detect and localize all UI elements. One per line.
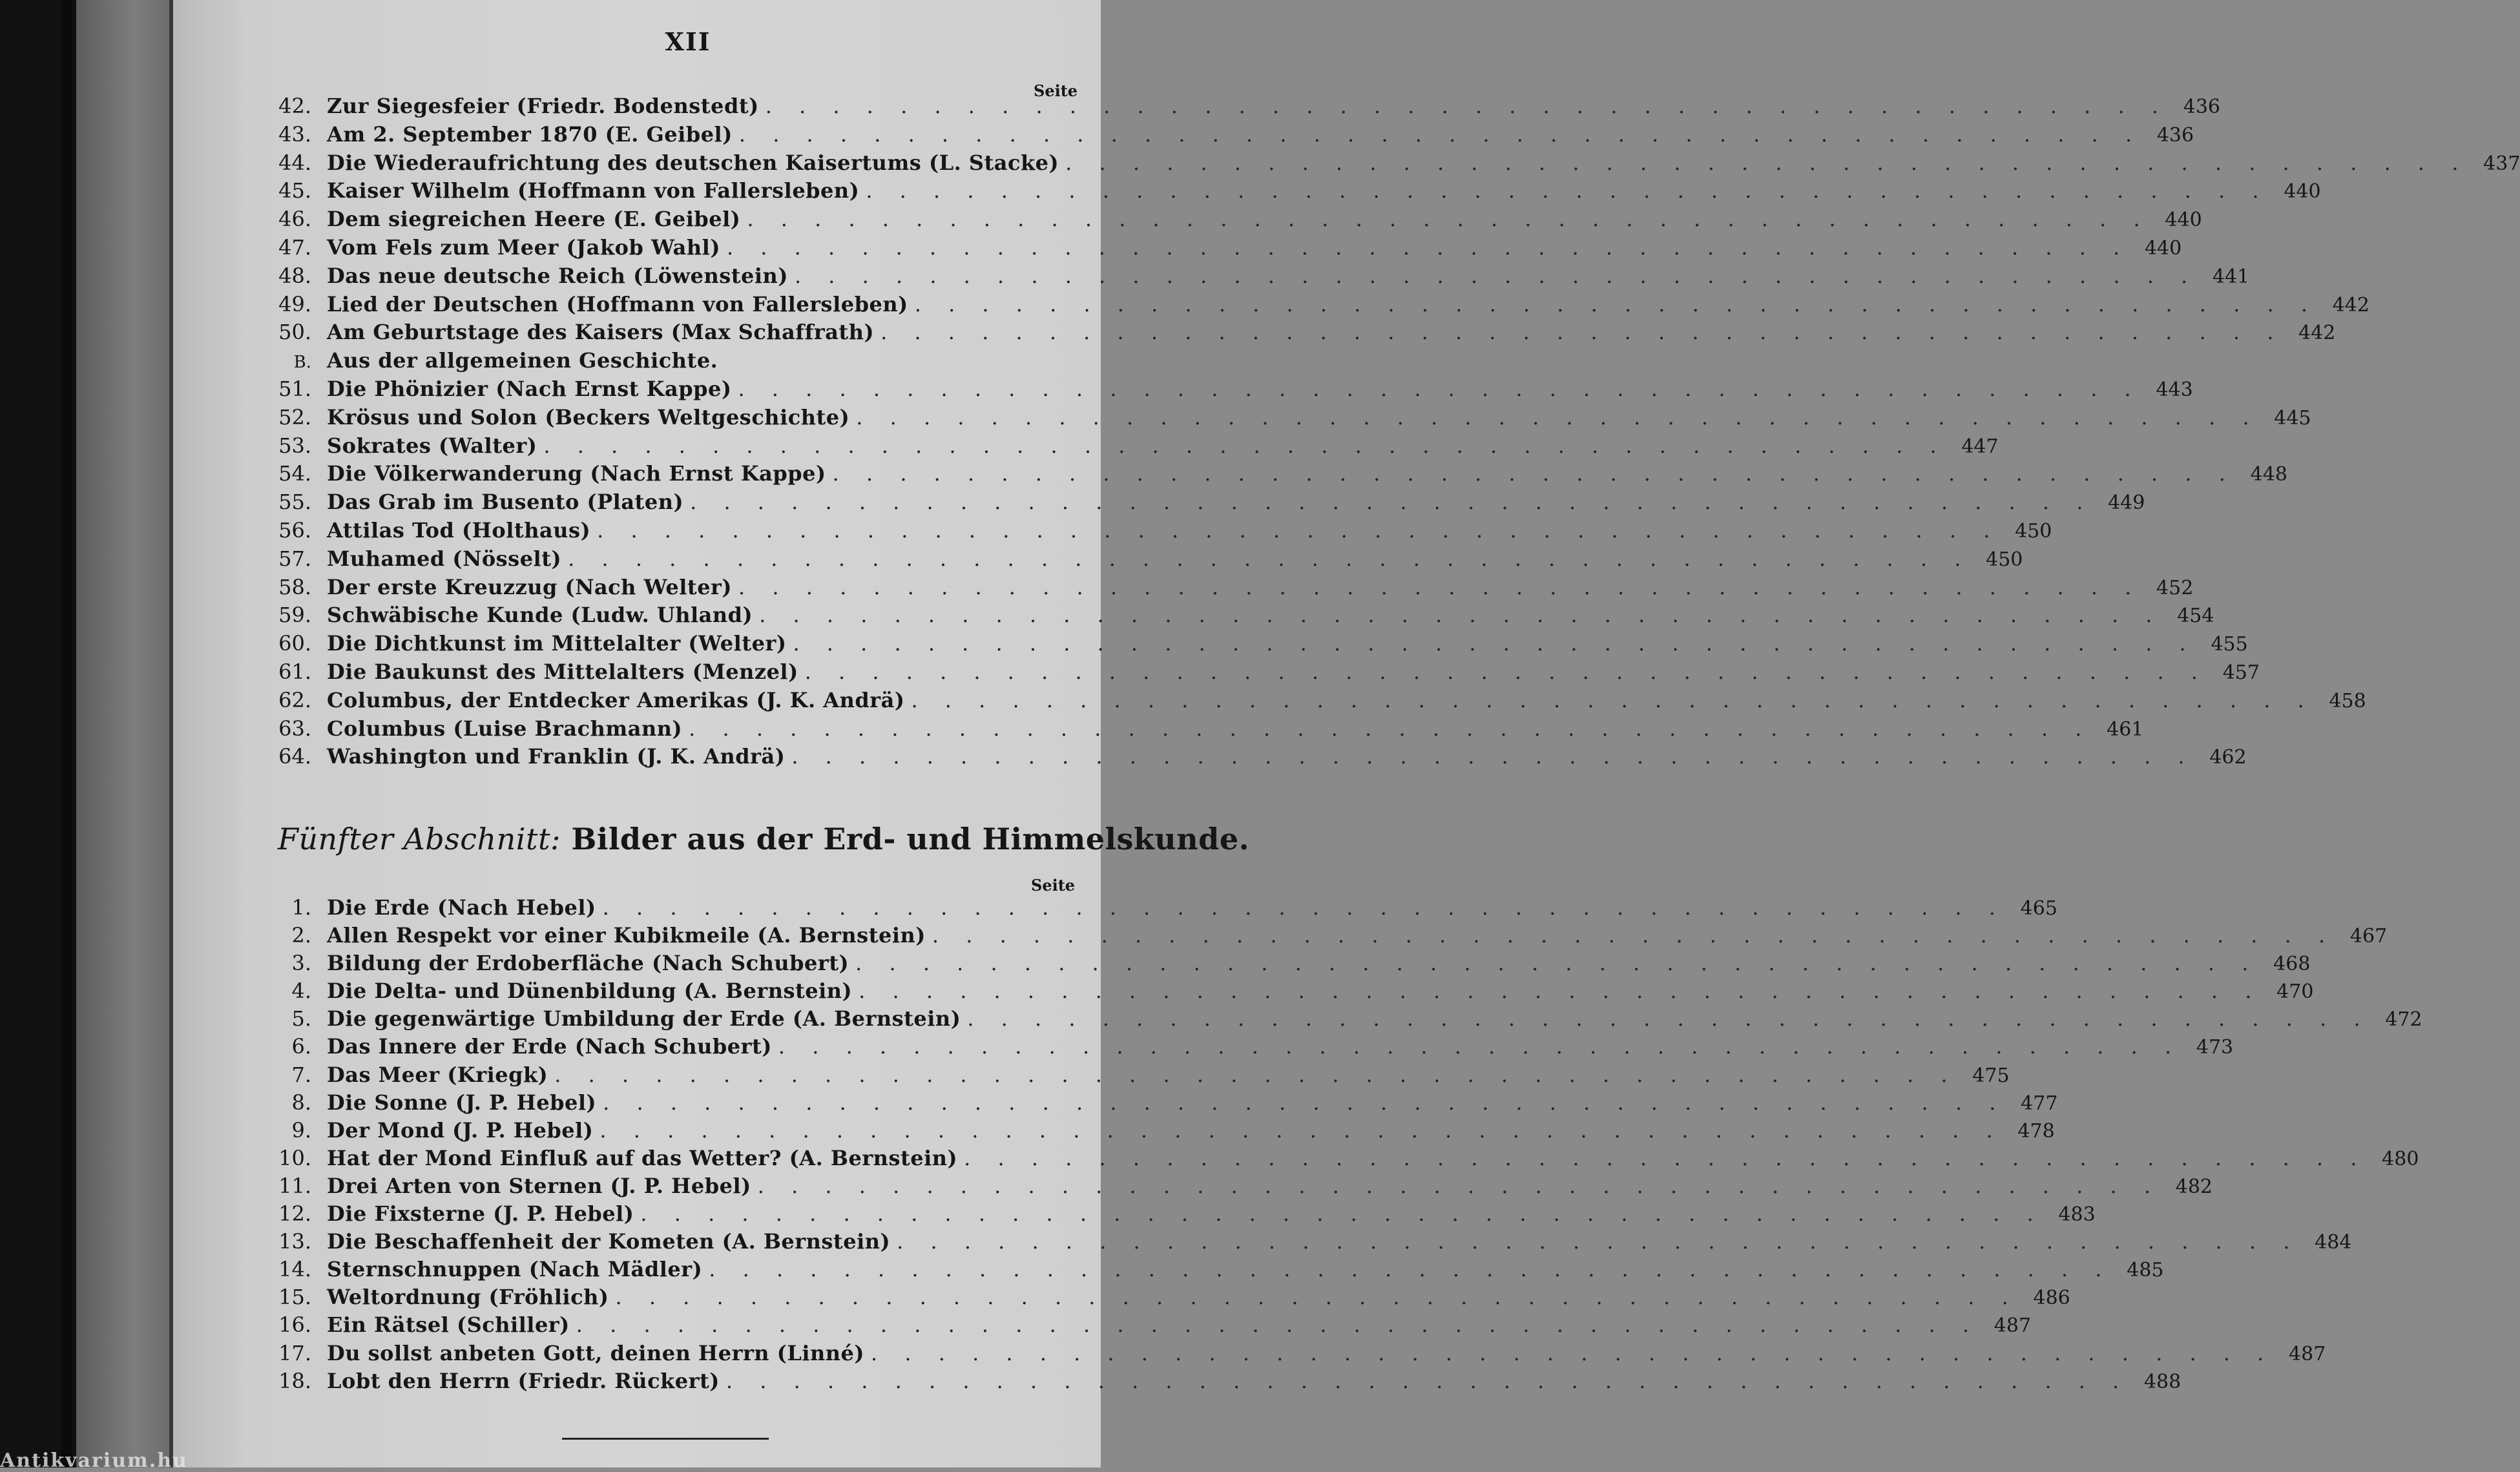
- toc-leader-dots: [590, 517, 2000, 545]
- toc-entry-title: Hat der Mond Einfluß auf das Wetter? (A. Bernstein): [327, 1145, 958, 1170]
- toc-entry-number: 9.: [291, 1117, 311, 1143]
- section-heading-lead: Fünfter Abschnitt:: [278, 822, 561, 856]
- toc-leader-dots: [852, 977, 2262, 1005]
- toc-leader-dots: [788, 262, 2198, 291]
- toc-entry-title: Die Delta- und Dünenbildung (A. Bernstein): [327, 979, 853, 1004]
- toc-entry-page: 441: [2212, 265, 2250, 288]
- toc-entry-title: Der Mond (J. P. Hebel): [327, 1117, 594, 1143]
- toc-entry-title: Am Geburtstage des Kaisers (Max Schaffrath): [327, 320, 875, 345]
- toc-entry: [271, 949, 2311, 977]
- toc-entry-number: 55.: [278, 490, 311, 515]
- toc-entry-title: Dem siegreichen Heere (E. Geibel): [327, 207, 741, 232]
- toc-entry-page: 465: [2020, 897, 2057, 920]
- toc-entry-page: 483: [2058, 1203, 2096, 1227]
- toc-leader-dots: [798, 658, 2208, 687]
- toc-entry-page: 436: [2183, 96, 2220, 118]
- toc-entry: [271, 687, 2366, 715]
- toc-entry: [271, 1089, 2058, 1117]
- toc-entry-title: Die Wiederaufrichtung des deutschen Kaisertums (L. Stacke): [327, 150, 1059, 175]
- toc-entry-title: Attilas Tod (Holthaus): [327, 517, 591, 543]
- toc-entry-page: 462: [2209, 746, 2247, 769]
- toc-entry-page: 468: [2273, 953, 2311, 976]
- toc-leader-dots: [849, 404, 2259, 432]
- toc-entry-page: 449: [2108, 492, 2145, 515]
- toc-entry-page: 443: [2156, 378, 2193, 401]
- toc-entry-title: Columbus, der Entdecker Amerikas (J. K. Andrä): [327, 687, 905, 712]
- toc-entry-title: Die Phönizier (Nach Ernst Kappe): [327, 376, 732, 401]
- toc-entry-title: Sokrates (Walter): [327, 433, 537, 458]
- toc-entry: [271, 1367, 2182, 1395]
- toc-entry-number: 10.: [278, 1145, 311, 1170]
- toc-entry: [271, 517, 2052, 545]
- toc-entry-title: Schwäbische Kunde (Ludw. Uhland): [327, 603, 753, 628]
- toc-entry-number: 11.: [278, 1173, 311, 1198]
- toc-entry-page: 488: [2143, 1370, 2182, 1393]
- toc-entry-title: Krösus und Solon (Beckers Weltgeschichte): [327, 404, 850, 430]
- toc-entry-title: Kaiser Wilhelm (Hoffmann von Fallersleben): [327, 178, 860, 203]
- toc-entry-title: Weltordnung (Fröhlich): [327, 1285, 609, 1310]
- section-heading-title: Bilder aus der Erd- und Himmelskunde.: [571, 822, 1250, 856]
- seite-label-top: Seite: [1034, 81, 1078, 100]
- toc-entry-title: Das Innere der Erde (Nach Schubert): [327, 1034, 772, 1059]
- toc-entry-number: 53.: [278, 433, 311, 458]
- toc-entry-number: 4.: [291, 979, 311, 1004]
- toc-entry-page: 470: [2276, 980, 2314, 1004]
- toc-entry: [271, 92, 2220, 121]
- toc-entry-title: Das neue deutsche Reich (Löwenstein): [327, 263, 788, 288]
- toc-entry-page: 478: [2017, 1119, 2055, 1143]
- toc-leader-dots: [957, 1145, 2367, 1172]
- toc-entry: [271, 1033, 2234, 1061]
- toc-leader-dots: [682, 715, 2092, 743]
- toc-leader-dots: [561, 545, 1971, 574]
- toc-entry-title: Washington und Franklin (J. K. Andrä): [327, 744, 786, 769]
- toc-entry-title: Ein Rätsel (Schiller): [327, 1312, 570, 1338]
- toc-leader-dots: [908, 291, 2318, 319]
- toc-entry-number: 12.: [278, 1201, 311, 1227]
- toc-entry-number: 1.: [291, 895, 311, 920]
- toc-entry-number: 2.: [291, 923, 311, 948]
- toc-section-1: [271, 92, 2520, 771]
- toc-entry-number: 16.: [278, 1312, 311, 1338]
- toc-entry-number: 60.: [278, 631, 311, 656]
- toc-entry-title: Der erste Kreuzzug (Nach Welter): [327, 574, 733, 599]
- toc-entry-title: Das Meer (Kriegk): [327, 1062, 548, 1087]
- toc-entry-page: 472: [2385, 1008, 2422, 1031]
- toc-entry-title: Bildung der Erdoberfläche (Nach Schubert): [327, 951, 849, 976]
- toc-leader-dots: [570, 1311, 1979, 1339]
- toc-leader-dots: [731, 375, 2141, 404]
- toc-entry-number: 44.: [278, 150, 311, 175]
- toc-entry-number: 61.: [278, 659, 311, 684]
- toc-entry: [271, 1172, 2213, 1200]
- toc-entry-page: 447: [1961, 435, 1999, 458]
- toc-entry-page: 448: [2250, 463, 2287, 486]
- toc-leader-dots: [596, 894, 2006, 922]
- toc-entry-number: 43.: [278, 121, 311, 147]
- toc-leader-dots: [904, 687, 2314, 715]
- toc-entry-title: Du sollst anbeten Gott, deinen Herrn (Linné): [327, 1340, 865, 1365]
- toc-leader-dots: [874, 318, 2284, 347]
- toc-entry-title: Allen Respekt vor einer Kubikmeile (A. Bernstein): [327, 923, 926, 948]
- toc-entry-page: 440: [2144, 236, 2182, 260]
- toc-entry-number: 54.: [278, 461, 311, 486]
- toc-entry-number: 42.: [278, 94, 311, 118]
- toc-subheading: [271, 347, 1075, 375]
- toc-entry: [271, 977, 2314, 1005]
- toc-entry: [271, 1117, 2055, 1145]
- toc-entry: [271, 545, 2023, 574]
- toc-leader-dots: [548, 1061, 1957, 1089]
- toc-entry: [271, 574, 2194, 602]
- toc-entry: [271, 1283, 2070, 1311]
- toc-entry: [271, 922, 2388, 949]
- toc-entry-page: 442: [2298, 322, 2336, 345]
- toc-leader-dots: [785, 743, 2194, 771]
- toc-entry-page: 457: [2222, 661, 2260, 684]
- toc-leader-dots: [537, 432, 1946, 461]
- toc-entry: [271, 1200, 2096, 1228]
- toc-entry-number: 17.: [278, 1340, 311, 1365]
- toc-entry: [271, 404, 2311, 432]
- toc-entry-title: Am 2. September 1870 (E. Geibel): [327, 121, 733, 147]
- toc-entry-number: 59.: [278, 603, 311, 628]
- toc-entry: [271, 1145, 2419, 1172]
- toc-entry: [271, 177, 2321, 205]
- toc-leader-dots: [683, 488, 2093, 517]
- toc-entry: [271, 375, 2193, 404]
- toc-entry-title: Die Sonne (J. P. Hebel): [327, 1090, 597, 1115]
- toc-entry-number: 57.: [278, 546, 311, 571]
- toc-section-2: [271, 894, 2422, 1395]
- toc-entry-title: Die Beschaffenheit der Kometen (A. Bernstein): [327, 1229, 891, 1254]
- toc-entry-number: 50.: [278, 320, 311, 345]
- toc-leader-dots: [634, 1200, 2043, 1228]
- cover-board: [76, 0, 173, 1467]
- toc-entry-page: 475: [1972, 1064, 2010, 1087]
- toc-entry: [271, 121, 2194, 149]
- toc-entry-page: 477: [2021, 1092, 2058, 1115]
- toc-entry-number: B.: [293, 353, 311, 373]
- toc-entry: [271, 894, 2057, 922]
- toc-entry-page: 461: [2107, 718, 2144, 741]
- toc-entry-title: Die Dichtkunst im Mittelalter (Welter): [327, 631, 787, 656]
- watermark: Antikvarium.hu: [0, 1449, 188, 1472]
- toc-entry-page: 455: [2211, 633, 2248, 656]
- toc-entry-page: 437: [2483, 152, 2520, 175]
- toc-entry-number: 7.: [291, 1062, 311, 1087]
- toc-leader-dots: [733, 121, 2142, 149]
- toc-entry-title: Das Grab im Busento (Platen): [327, 490, 684, 515]
- toc-entry-number: 8.: [291, 1090, 311, 1115]
- toc-leader-dots: [859, 177, 2269, 205]
- toc-leader-dots: [786, 630, 2196, 658]
- toc-entry-number: 51.: [278, 376, 311, 401]
- toc-entry-number: 47.: [278, 234, 311, 260]
- toc-entry-page: 440: [2165, 209, 2202, 232]
- toc-leader-dots: [759, 92, 2169, 121]
- toc-entry-page: 482: [2175, 1175, 2213, 1198]
- toc-entry-title: Aus der allgemeinen Geschichte.: [327, 348, 718, 373]
- toc-leader-dots: [826, 460, 2236, 488]
- toc-leader-dots: [1059, 149, 2468, 178]
- toc-leader-dots: [890, 1228, 2300, 1256]
- toc-entry-page: 487: [1994, 1314, 2032, 1338]
- toc-entry-number: 48.: [278, 263, 311, 288]
- toc-entry-title: Drei Arten von Sternen (J. P. Hebel): [327, 1173, 751, 1198]
- toc-entry-number: 13.: [278, 1229, 311, 1254]
- toc-entry-page: 485: [2127, 1259, 2164, 1282]
- toc-entry: [271, 1256, 2164, 1283]
- toc-entry: [271, 1228, 2352, 1256]
- toc-entry-page: 487: [2289, 1342, 2326, 1365]
- toc-entry: [271, 149, 2520, 178]
- toc-leader-dots: [609, 1283, 2018, 1311]
- toc-leader-dots: [720, 234, 2130, 262]
- toc-entry-page: 473: [2196, 1036, 2234, 1059]
- toc-entry: [271, 630, 2248, 658]
- toc-entry-number: 62.: [278, 687, 311, 712]
- toc-entry-page: 486: [2033, 1287, 2070, 1310]
- toc-entry: [271, 715, 2144, 743]
- toc-entry-title: Muhamed (Nösselt): [327, 546, 562, 571]
- toc-entry-page: 452: [2156, 576, 2194, 599]
- toc-leader-dots: [732, 574, 2141, 602]
- toc-entry-title: Die Fixsterne (J. P. Hebel): [327, 1201, 634, 1227]
- toc-entry-number: 45.: [278, 178, 311, 203]
- toc-entry: [271, 1005, 2422, 1033]
- toc-leader-dots: [926, 922, 2335, 949]
- toc-entry: [271, 601, 2214, 630]
- toc-entry-title: Sternschnuppen (Nach Mädler): [327, 1257, 703, 1282]
- toc-entry-page: 442: [2332, 293, 2369, 316]
- toc-entry-title: Die Baukunst des Mittelalters (Menzel): [327, 659, 798, 684]
- toc-entry: [271, 205, 2202, 234]
- toc-entry-number: 14.: [278, 1257, 311, 1282]
- toc-leader-dots: [961, 1005, 2370, 1033]
- toc-entry: [271, 318, 2336, 347]
- toc-leader-dots: [702, 1256, 2112, 1283]
- toc-leader-dots: [596, 1089, 2006, 1117]
- toc-entry: [271, 1340, 2326, 1367]
- toc-leader-dots: [772, 1033, 2182, 1061]
- page-number: XII: [665, 27, 711, 56]
- seite-label-bottom: Seite: [1031, 876, 1076, 895]
- toc-entry: [271, 1061, 2010, 1089]
- toc-entry-number: 18.: [278, 1368, 311, 1393]
- toc-entry-page: 445: [2274, 406, 2311, 430]
- toc-entry-title: Zur Siegesfeier (Friedr. Bodenstedt): [327, 94, 759, 118]
- toc-entry-title: Lobt den Herrn (Friedr. Rückert): [327, 1368, 720, 1393]
- binding-strip: [62, 0, 72, 1467]
- toc-entry-title: Columbus (Luise Brachmann): [327, 716, 683, 741]
- toc-entry: [271, 488, 2145, 517]
- toc-leader-dots: [593, 1117, 2003, 1145]
- toc-entry-page: 450: [2015, 519, 2052, 543]
- toc-entry: [271, 743, 2247, 771]
- toc-entry-number: 5.: [291, 1006, 311, 1031]
- toc-entry: [271, 460, 2287, 488]
- toc-entry-number: 46.: [278, 207, 311, 232]
- toc-entry-number: 49.: [278, 291, 311, 316]
- toc-entry-title: Lied der Deutschen (Hoffmann von Fallersleben): [327, 291, 908, 316]
- toc-entry-page: 458: [2329, 689, 2366, 712]
- toc-entry: [271, 291, 2369, 319]
- toc-entry-number: 63.: [278, 716, 311, 741]
- toc-leader-dots: [751, 1172, 2161, 1200]
- toc-entry-number: 6.: [291, 1034, 311, 1059]
- toc-entry-number: 15.: [278, 1285, 311, 1310]
- toc-entry: [271, 262, 2250, 291]
- toc-entry-title: Die Völkerwanderung (Nach Ernst Kappe): [327, 461, 826, 486]
- toc-entry-title: Die gegenwärtige Umbildung der Erde (A. Bernstein): [327, 1006, 961, 1031]
- toc-entry-page: 454: [2177, 605, 2214, 628]
- toc-entry-page: 440: [2284, 180, 2321, 203]
- toc-entry-number: 3.: [291, 951, 311, 976]
- toc-entry: [271, 432, 1999, 461]
- toc-entry-number: 64.: [278, 744, 311, 769]
- toc-leader-dots: [740, 205, 2150, 234]
- toc-entry: [271, 658, 2260, 687]
- toc-leader-dots: [849, 949, 2258, 977]
- toc-entry-number: 56.: [278, 517, 311, 543]
- toc-entry: [271, 1311, 2032, 1339]
- toc-entry-page: 450: [1986, 548, 2023, 571]
- section-heading: [278, 822, 1250, 856]
- toc-leader-dots: [720, 1367, 2129, 1395]
- toc-entry-page: 467: [2349, 925, 2388, 948]
- toc-entry-page: 436: [2156, 123, 2194, 147]
- closing-rule: [562, 1438, 769, 1440]
- toc-entry-number: 52.: [278, 404, 311, 430]
- toc-entry-title: Die Erde (Nach Hebel): [327, 895, 596, 920]
- toc-entry-page: 480: [2382, 1147, 2419, 1170]
- toc-leader-dots: [864, 1340, 2274, 1367]
- toc-entry-number: 58.: [278, 574, 311, 599]
- toc-entry-page: 484: [2315, 1231, 2352, 1254]
- toc-entry: [271, 234, 2182, 262]
- toc-entry-title: Vom Fels zum Meer (Jakob Wahl): [327, 234, 720, 260]
- toc-leader-dots: [753, 601, 2162, 630]
